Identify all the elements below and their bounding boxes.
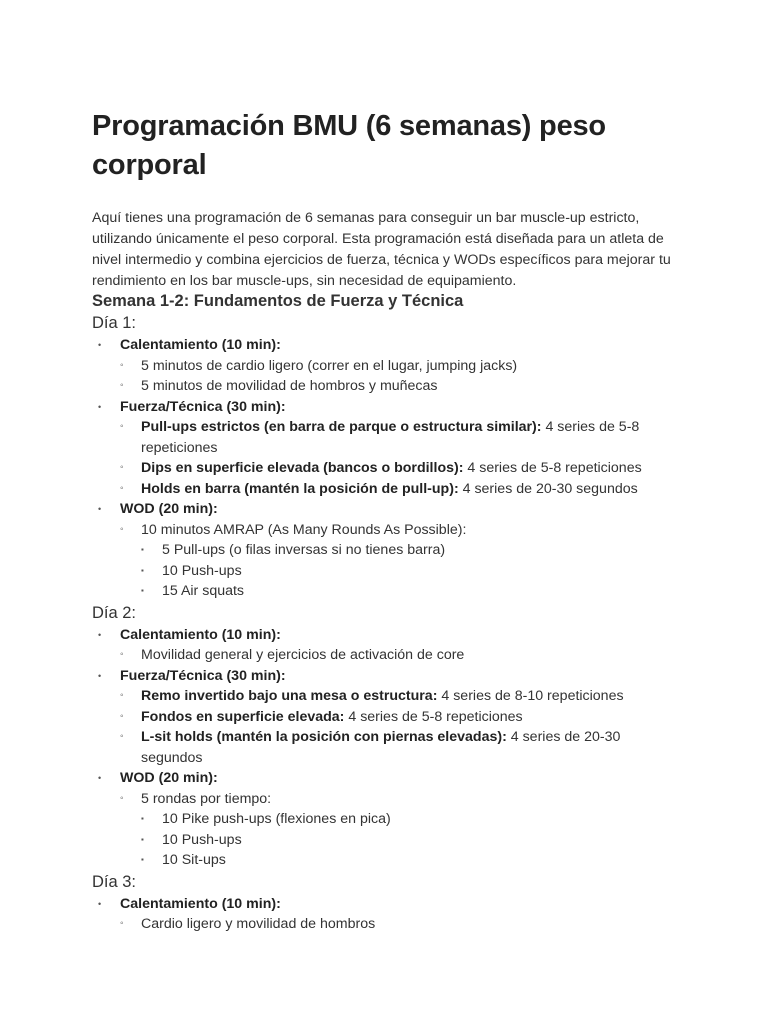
wod-movement-text: 10 Push-ups: [162, 562, 242, 579]
bullet-disc-icon: •: [98, 401, 102, 412]
wod-movement-text: 10 Push-ups: [162, 831, 242, 848]
section-item: [92, 499, 682, 602]
section-item: [92, 666, 682, 769]
section-item: [92, 335, 682, 397]
exercise-name: L-sit holds (mantén la posición con piernas elevadas):: [141, 729, 507, 745]
exercise-item: [120, 789, 682, 871]
exercise-item: [120, 727, 682, 768]
wod-movement-item: [141, 850, 682, 871]
bullet-disc-icon: •: [98, 340, 102, 350]
wod-movement-text: 10 Pike push-ups (flexiones en pica): [162, 811, 391, 827]
program-content: [92, 290, 682, 935]
exercise-detail: 4 series de 20-30 segundos: [458, 480, 638, 497]
wod-movement-item: [141, 581, 682, 602]
section-list: [92, 335, 682, 602]
exercise-item: [120, 458, 682, 479]
exercise-detail: 4 series de 5-8 repeticiones: [463, 460, 642, 476]
exercise-item: [120, 417, 682, 458]
bullet-disc-icon: •: [98, 629, 102, 640]
bullet-disc-icon: •: [98, 670, 102, 681]
bullet-circle-icon: ◦: [120, 918, 124, 929]
section-heading: Fuerza/Técnica (30 min):: [120, 398, 286, 415]
bullet-circle-icon: ◦: [120, 462, 124, 473]
exercise-name: Holds en barra (mantén la posición de pull-up):: [141, 480, 459, 497]
exercise-detail: 5 minutos de movilidad de hombros y muñecas: [141, 378, 438, 394]
wod-movement-list: [141, 540, 682, 602]
section-item: [92, 894, 682, 935]
exercise-item: [120, 479, 682, 500]
bullet-square-icon: ▪: [141, 814, 144, 823]
exercise-name: Pull-ups estrictos (en barra de parque o estructura similar):: [141, 419, 542, 435]
bullet-circle-icon: ◦: [120, 482, 124, 494]
exercise-list: [120, 789, 682, 871]
exercise-list: [120, 914, 682, 935]
section-item: [92, 768, 682, 871]
bullet-circle-icon: ◦: [120, 359, 124, 371]
bullet-circle-icon: ◦: [120, 710, 124, 722]
exercise-detail: 4 series de 20-30 segundos: [141, 729, 621, 766]
section-item: [92, 625, 682, 666]
exercise-name: Fondos en superficie elevada:: [141, 708, 345, 725]
bullet-circle-icon: ◦: [120, 421, 124, 432]
bullet-square-icon: ▪: [141, 855, 144, 864]
exercise-item: [120, 914, 682, 935]
week-heading: Semana 1-2: Fundamentos de Fuerza y Técnica: [92, 292, 464, 310]
wod-movement-text: 15 Air squats: [162, 583, 245, 599]
section-heading: Calentamiento (10 min):: [120, 626, 281, 643]
bullet-circle-icon: ◦: [120, 380, 124, 391]
exercise-name: Dips en superficie elevada (bancos o bordillos):: [141, 460, 464, 476]
wod-movement-item: [141, 561, 682, 582]
section-list: [92, 625, 682, 871]
bullet-square-icon: ▪: [141, 545, 144, 554]
section-heading: Calentamiento (10 min):: [120, 337, 281, 353]
section-heading: WOD (20 min):: [120, 501, 218, 517]
exercise-detail: 4 series de 8-10 repeticiones: [437, 688, 624, 704]
exercise-detail: 4 series de 5-8 repeticiones: [344, 708, 523, 725]
bullet-disc-icon: •: [98, 773, 102, 783]
day-heading: Día 2:: [92, 603, 137, 622]
exercise-item: [120, 356, 682, 377]
exercise-detail: 5 minutos de cardio ligero (correr en el lugar, jumping jacks): [141, 357, 518, 374]
section-heading: Calentamiento (10 min):: [120, 895, 281, 912]
bullet-circle-icon: ◦: [120, 731, 124, 742]
exercise-detail: Movilidad general y ejercicios de activación de core: [141, 647, 465, 663]
wod-movement-item: [141, 540, 682, 561]
wod-movement-text: 10 Sit-ups: [162, 852, 226, 868]
document-title: Programación BMU (6 semanas) peso corporal: [92, 110, 606, 181]
bullet-disc-icon: •: [98, 898, 102, 909]
intro-paragraph: Aquí tienes una programación de 6 semanas para conseguir un bar muscle-up estricto, utilizando únicamente el peso corporal. Esta programación está diseñada para un atleta de nivel intermedio y combina ejercicios de fuerza, técnica y WODs específicos para mejorar tu rendimiento en los bar muscle-ups, sin necesidad de equipamiento.: [92, 210, 671, 289]
section-heading: WOD (20 min):: [120, 770, 218, 786]
section-heading: Fuerza/Técnica (30 min):: [120, 667, 286, 684]
exercise-detail: 5 rondas por tiempo:: [141, 790, 272, 807]
exercise-item: [120, 520, 682, 602]
bullet-square-icon: ▪: [141, 834, 144, 844]
exercise-list: [120, 417, 682, 499]
bullet-disc-icon: •: [98, 504, 102, 514]
exercise-list: [120, 686, 682, 768]
bullet-square-icon: ▪: [141, 586, 144, 595]
wod-movement-text: 5 Pull-ups (o filas inversas si no tienes barra): [162, 542, 446, 558]
section-item: [92, 397, 682, 500]
bullet-square-icon: ▪: [141, 565, 144, 575]
exercise-list: [120, 645, 682, 666]
wod-movement-item: [141, 809, 682, 830]
exercise-item: [120, 707, 682, 728]
bullet-circle-icon: ◦: [120, 649, 124, 660]
bullet-circle-icon: ◦: [120, 523, 124, 535]
wod-movement-list: [141, 809, 682, 871]
exercise-detail: Cardio ligero y movilidad de hombros: [141, 916, 376, 932]
exercise-item: [120, 645, 682, 666]
exercise-list: [120, 520, 682, 602]
wod-movement-item: [141, 830, 682, 851]
bullet-circle-icon: ◦: [120, 792, 124, 804]
exercise-detail: 10 minutos AMRAP (As Many Rounds As Possible):: [141, 521, 467, 538]
exercise-list: [120, 356, 682, 397]
exercise-item: [120, 686, 682, 707]
days-container: [92, 312, 682, 935]
section-list: [92, 894, 682, 935]
bullet-circle-icon: ◦: [120, 690, 124, 701]
exercise-detail: 4 series de 5-8 repeticiones: [141, 419, 640, 456]
exercise-name: Remo invertido bajo una mesa o estructura:: [141, 688, 438, 704]
day-heading: Día 1:: [92, 314, 137, 332]
day-heading: Día 3:: [92, 872, 137, 891]
exercise-item: [120, 376, 682, 397]
